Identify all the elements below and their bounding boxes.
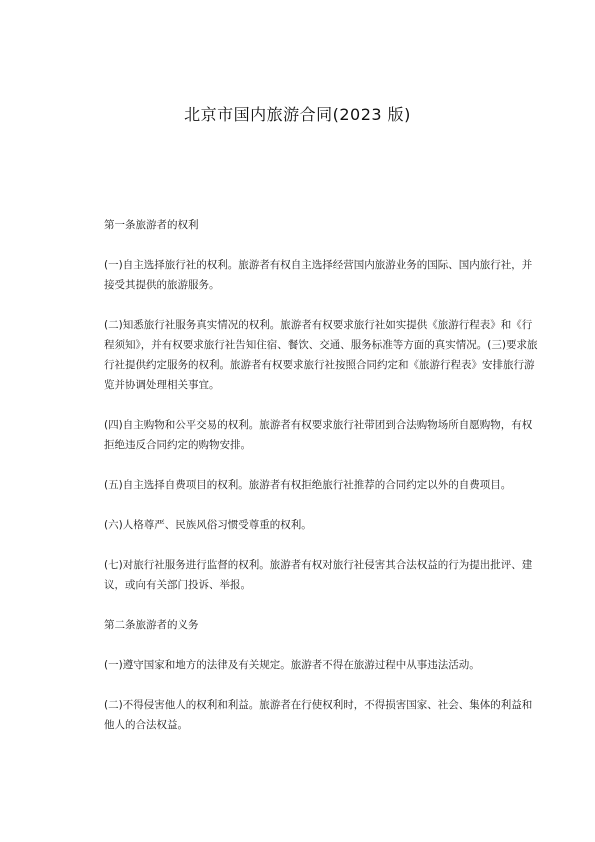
paragraph: (一)自主选择旅行社的权利。旅游者有权自主选择经营国内旅游业务的国际、国内旅行社，并接受其提供的旅游服务。 — [104, 259, 533, 291]
paragraph: (四)自主购物和公平交易的权利。旅游者有权要求旅行社带团到合法购物场所自愿购物，有权拒绝违反合同约定的购物安排。 — [104, 419, 533, 451]
paragraph: (五)自主选择自费项目的权利。旅游者有权拒绝旅行社推荐的合同约定以外的自费项目。 — [104, 479, 512, 491]
paragraph: (六)人格尊严、民族风俗习惯受尊重的权利。 — [104, 519, 312, 531]
paragraph: (二)知悉旅行社服务真实情况的权利。旅游者有权要求旅行社如实提供《旅游行程表》和《行程须知》，并有权要求旅行社告知住宿、餐饮、交通、服务标准等方面的真实情况。(三)要求旅行社提供约定服务的权利。旅游者有权要求旅行社按照合同约定和《旅游行程表》安排旅行游览并协调处理相关事宜。 — [104, 319, 538, 391]
paragraph: (七)对旅行社服务进行监督的权利。旅游者有权对旅行社侵害其合法权益的行为提出批评、建议，或向有关部门投诉、举报。 — [104, 559, 533, 591]
paragraph: (一)遵守国家和地方的法律及有关规定。旅游者不得在旅游过程中从事违法活动。 — [104, 659, 480, 671]
section-heading-1: 第一条旅游者的权利 — [104, 219, 199, 231]
section-heading-2: 第二条旅游者的义务 — [104, 619, 199, 631]
paragraph: (二)不得侵害他人的权利和利益。旅游者在行使权利时，不得损害国家、社会、集体的利益和他人的合法权益。 — [104, 699, 533, 731]
document-title: 北京市国内旅游合同(2023 版) — [184, 105, 411, 124]
document-body — [104, 215, 539, 735]
